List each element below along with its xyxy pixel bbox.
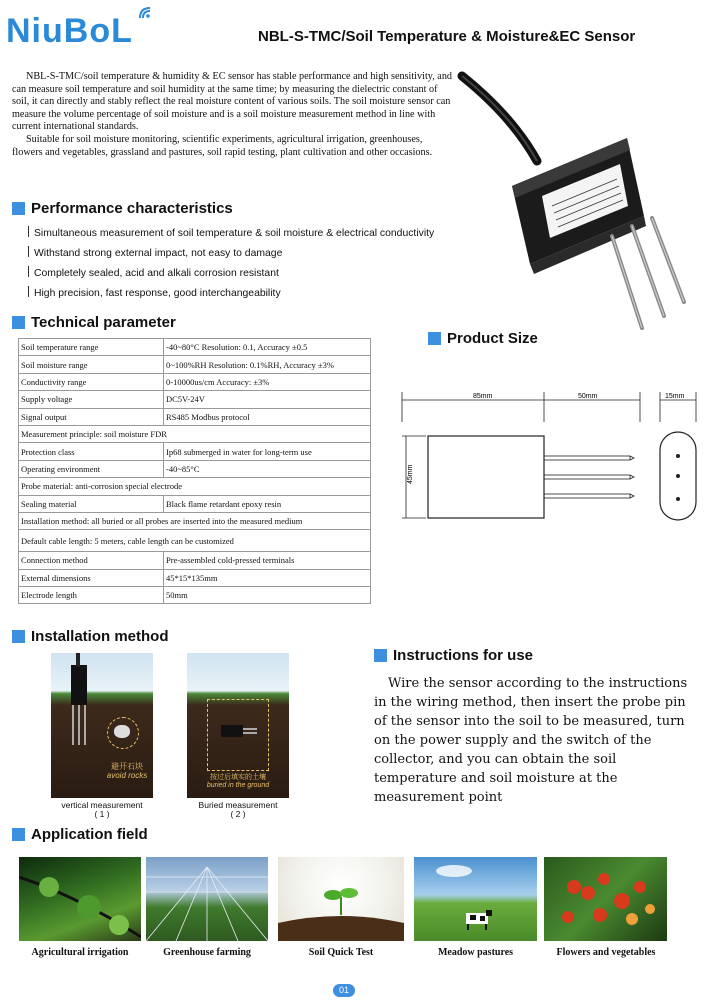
section-marker-icon [374, 649, 387, 662]
document-title: NBL-S-TMC/Soil Temperature & Moisture&EC Sensor [258, 28, 636, 45]
product-size-heading [428, 330, 538, 347]
meadow-pastures-photo [414, 857, 537, 941]
table-cell-value: RS485 Modbus protocol [164, 408, 371, 425]
section-marker-icon [12, 630, 25, 643]
instructions-heading-text: Instructions for use [393, 647, 534, 664]
table-cell-key: Electrode length [19, 587, 164, 604]
table-cell-value: -40~80°C Resolution: 0.1, Accuracy ±0.5 [164, 339, 371, 356]
table-cell-full: Default cable length: 5 meters, cable length can be customized [19, 530, 371, 552]
agricultural-irrigation-photo [19, 857, 141, 941]
avoid-rocks-label: avoid rocks [106, 771, 148, 780]
performance-heading [12, 200, 233, 217]
technical-heading-text: Technical parameter [31, 314, 176, 331]
table-cell-value: -40~85°C [164, 460, 371, 477]
installation-heading [12, 628, 169, 645]
table-row [19, 425, 371, 442]
avoid-rocks-cn-label: 避开石块 [111, 762, 143, 771]
table-cell-key: Sealing material [19, 495, 164, 512]
application-heading-text: Application field [31, 826, 148, 843]
table-row [19, 408, 371, 425]
table-row [19, 391, 371, 408]
technical-heading [12, 314, 176, 331]
brand-logo [6, 12, 133, 51]
table-cell-key: Protection class [19, 443, 164, 460]
table-cell-key: Soil moisture range [19, 356, 164, 373]
table-cell-full: Probe material: anti-corrosion special electrode [19, 478, 371, 495]
table-cell-value: Pre-assembled cold-pressed terminals [164, 552, 371, 569]
intro-paragraph-2: Suitable for soil moisture monitoring, scientific experiments, agricultural irrigation, greenhouses, flowers and vegetables, grassland and pastures, soil rapid testing, plant cultivation and other occasions. [12, 133, 433, 158]
app-caption-2: Greenhouse farming [163, 947, 251, 958]
table-cell-key: Signal output [19, 408, 164, 425]
table-cell-key: Supply voltage [19, 391, 164, 408]
table-row [19, 530, 371, 552]
dim-probe-length: 50mm [578, 393, 598, 400]
section-marker-icon [428, 332, 441, 345]
list-item: Simultaneous measurement of soil temperature & soil moisture & electrical conductivity [28, 226, 434, 239]
application-heading [12, 826, 148, 843]
app-caption-4: Meadow pastures [437, 947, 514, 958]
soil-quick-test-photo [278, 857, 404, 941]
table-row [19, 495, 371, 512]
buried-measurement-caption: Buried measurement ( 2 ) [198, 800, 278, 819]
flowers-and-vegetables-photo [544, 857, 667, 941]
table-row [19, 339, 371, 356]
greenhouse-farming-photo [146, 857, 268, 941]
table-cell-value: 45*15*135mm [164, 569, 371, 586]
table-cell-key: Operating environment [19, 460, 164, 477]
table-cell-key: External dimensions [19, 569, 164, 586]
table-row [19, 443, 371, 460]
table-cell-value: Ip68 submerged in water for long-term use [164, 443, 371, 460]
installation-heading-text: Installation method [31, 628, 169, 645]
vertical-measurement-photo [51, 653, 153, 798]
vertical-measurement-caption: vertical measurement ( 1 ) [61, 800, 143, 819]
app-caption-5: Flowers and vegetables [556, 947, 656, 958]
app-caption-1: Agricultural irrigation [31, 947, 129, 958]
dim-width: 15mm [665, 393, 685, 400]
table-cell-full: Measurement principle: soil moisture FDR [19, 425, 371, 442]
wifi-signal-icon [138, 6, 152, 20]
buried-measurement-photo [187, 653, 289, 798]
table-row [19, 460, 371, 477]
sensor-product-image [452, 66, 702, 330]
dim-body-length: 85mm [473, 393, 493, 400]
performance-heading-text: Performance characteristics [31, 200, 233, 217]
table-row [19, 569, 371, 586]
table-row [19, 373, 371, 390]
table-cell-value: 0~100%RH Resolution: 0.1%RH, Accuracy ±3% [164, 356, 371, 373]
logo-text: NiuBoL [6, 12, 133, 50]
table-cell-value: DC5V-24V [164, 391, 371, 408]
spec-table [18, 338, 371, 604]
app-caption-3: Soil Quick Test [308, 947, 374, 958]
instructions-heading [374, 647, 533, 664]
table-row [19, 512, 371, 529]
table-cell-value: 0-10000us/cm Accuracy: ±3% [164, 373, 371, 390]
list-item: Completely sealed, acid and alkali corrosion resistant [28, 266, 279, 279]
section-marker-icon [12, 316, 25, 329]
table-row [19, 356, 371, 373]
buried-label: buried in the ground [206, 782, 270, 789]
table-row [19, 587, 371, 604]
table-row [19, 478, 371, 495]
table-cell-full: Installation method: all buried or all probes are inserted into the measured medium [19, 512, 371, 529]
table-cell-value: Black flame retardant epoxy resin [164, 495, 371, 512]
dim-height: 45mm [407, 464, 414, 484]
section-marker-icon [12, 202, 25, 215]
table-cell-value: 50mm [164, 587, 371, 604]
table-cell-key: Conductivity range [19, 373, 164, 390]
product-size-heading-text: Product Size [447, 330, 538, 347]
intro-text [12, 71, 452, 159]
buried-cn-label: 按过后填实的土壤 [210, 774, 266, 781]
section-marker-icon [12, 828, 25, 841]
product-size-diagram [398, 384, 700, 526]
list-item: High precision, fast response, good interchangeability [28, 286, 281, 299]
intro-paragraph-1: NBL-S-TMC/soil temperature & humidity & EC sensor has stable performance and high sensitivity, and can measure soil temperature and soil humidity at the same time; by measuring the dielectric constant of soil, it can directly and stably reflect the real moisture content of various soils. The soil moisture sensor can measure the volume percentage of soil moisture and is a soil moisture measurement method in line with current international standards. [12, 71, 453, 133]
instructions-text: Wire the sensor according to the instructions in the wiring method, then insert the probe pin of the sensor into the soil to be measured, turn on the power supply and the switch of the collector, and you can obtain the soil temperature and soil moisture at the measurement point [374, 676, 688, 805]
table-cell-key: Connection method [19, 552, 164, 569]
table-cell-key: Soil temperature range [19, 339, 164, 356]
table-row [19, 552, 371, 569]
list-item: Withstand strong external impact, not easy to damage [28, 246, 282, 259]
page-number: 01 [333, 984, 355, 997]
